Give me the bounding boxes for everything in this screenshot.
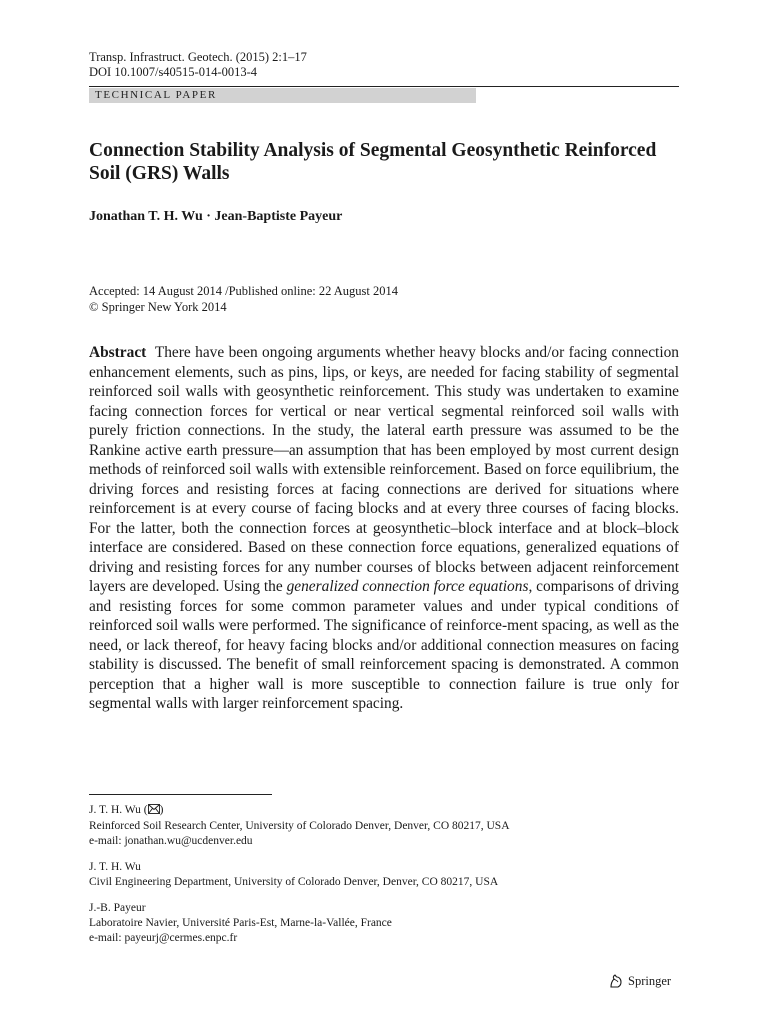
footnote-author-2 bbox=[89, 860, 510, 890]
springer-logo bbox=[608, 973, 671, 989]
footnote-author-3-name: J.-B. Payeur bbox=[89, 902, 146, 914]
section-banner: TECHNICAL PAPER bbox=[89, 88, 476, 103]
doi: DOI 10.1007/s40515-014-0013-4 bbox=[89, 65, 258, 79]
abstract bbox=[89, 343, 679, 714]
footnote-author-2-name: J. T. H. Wu bbox=[89, 861, 141, 873]
footnote-author-2-affiliation: Civil Engineering Department, University of Colorado Denver, Denver, CO 80217, USA bbox=[89, 876, 499, 888]
header-rule bbox=[89, 86, 679, 87]
abstract-text-part-1: There have been ongoing arguments whether heavy blocks and/or facing connection enhancement elements, such as pins, lips, or keys, are needed for facing stability of segmental reinforced soil walls with geosynthetic reinforcement. This study was undertaken to examine facing connection forces for vertical or near vertical segmental reinforced soil walls with purely friction connections. In the study, the lateral earth pressure was assumed to be the Rankine active earth pressure—an assumption that has been employed by most current design methods of reinforced soil walls with extensible reinforcement. Based on force equilibrium, the driving forces and resisting forces at facing connections are derived for situations where reinforcement is at every course of facing blocks and at every three courses of facing blocks. For the latter, both the connection forces at geosynthetic–block interface and at block–block interface are considered. Based on these connection force equations, generalized equations of driving and resisting forces for any number courses of blocks between adjacent reinforcement layers are developed. Using the bbox=[89, 344, 679, 595]
springer-horse-icon bbox=[608, 973, 624, 989]
envelope-icon bbox=[148, 804, 160, 819]
article-title: Connection Stability Analysis of Segmental Geosynthetic Reinforced Soil (GRS) Walls bbox=[89, 140, 657, 184]
footnote-author-3-email[interactable]: e-mail: payeurj@cermes.enpc.fr bbox=[89, 932, 238, 944]
footnote-author-1 bbox=[89, 803, 510, 849]
abstract-text-part-2: , comparisons of driving and resisting forces for some common parameter values and under typical conditions of reinforced soil walls were performed. The significance of reinforce-ment spacing, as well as the need, or lack thereof, for heavy facing blocks and/or additional connection measures on facing stability is discussed. The benefit of small reinforcement spacing is demonstrated. A common perception that a higher wall is more susceptible to connection failure is true only for segmental walls with larger reinforcement spacing. bbox=[89, 578, 679, 712]
author-footnotes bbox=[89, 803, 510, 957]
abstract-emphasis: generalized connection force equations bbox=[286, 578, 529, 595]
springer-wordmark: Springer bbox=[628, 973, 672, 988]
footnote-author-1-name: J. T. H. Wu ( bbox=[89, 804, 148, 816]
copyright-line: © Springer New York 2014 bbox=[89, 300, 227, 314]
footnote-author-1-name-end: ) bbox=[159, 804, 164, 816]
footnote-author-1-name-line bbox=[89, 803, 510, 819]
dates-line: Accepted: 14 August 2014 /Published online: 22 August 2014 bbox=[89, 284, 399, 298]
footnote-author-3-affiliation: Laboratoire Navier, Université Paris-Est, Marne-la-Vallée, France bbox=[89, 917, 392, 929]
authors-line: Jonathan T. H. Wu · Jean-Baptiste Payeur bbox=[89, 209, 343, 224]
publication-dates bbox=[89, 283, 398, 315]
journal-reference: Transp. Infrastruct. Geotech. (2015) 2:1–17 bbox=[89, 50, 307, 64]
journal-meta bbox=[89, 50, 307, 80]
footnote-author-1-affiliation: Reinforced Soil Research Center, University of Colorado Denver, Denver, CO 80217, USA bbox=[89, 820, 510, 832]
footnote-rule bbox=[89, 794, 272, 795]
footnote-author-3 bbox=[89, 901, 510, 946]
abstract-label: Abstract bbox=[89, 344, 147, 361]
footnote-author-1-email[interactable]: e-mail: jonathan.wu@ucdenver.edu bbox=[89, 835, 253, 847]
